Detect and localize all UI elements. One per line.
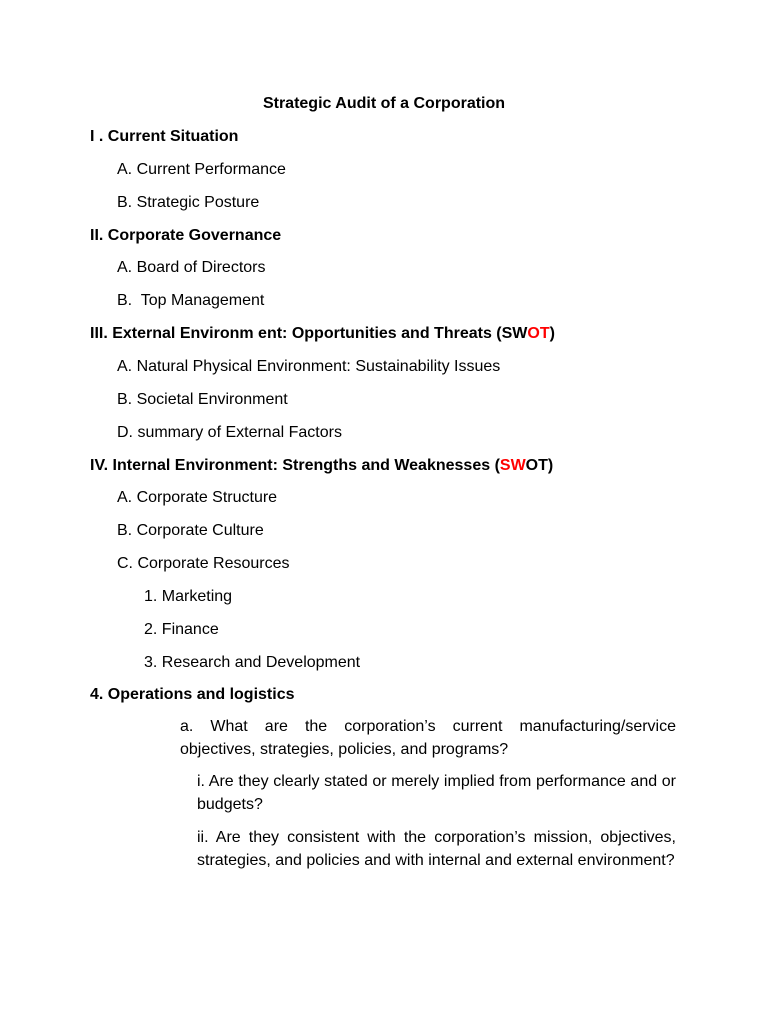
paragraph-question-a: a. What are the corporation’s current manufacturing/service objectives, strategies, policies, and programs? bbox=[180, 718, 676, 758]
section-heading-corporate-governance: II. Corporate Governance bbox=[90, 227, 282, 244]
item-natural-physical-environment: A. Natural Physical Environment: Sustainability Issues bbox=[117, 358, 501, 375]
section-heading-external-environment bbox=[90, 324, 555, 344]
item-corporate-resources: C. Corporate Resources bbox=[117, 555, 290, 572]
heading-text-part: III. External Environm ent: Opportunities and Threats (SW bbox=[90, 325, 528, 342]
heading-text-part: IV. Internal Environment: Strengths and Weaknesses ( bbox=[90, 457, 500, 474]
document-title: Strategic Audit of a Corporation bbox=[262, 95, 506, 112]
subitem-marketing: 1. Marketing bbox=[144, 588, 233, 605]
item-corporate-structure: A. Corporate Structure bbox=[117, 489, 278, 506]
section-heading-current-situation: I . Current Situation bbox=[90, 128, 239, 145]
section-heading-internal-environment bbox=[90, 456, 553, 476]
section-heading-operations-logistics: 4. Operations and logistics bbox=[90, 686, 295, 703]
item-summary-external-factors: D. summary of External Factors bbox=[117, 424, 342, 441]
paragraph-question-ii: ii. Are they consistent with the corporation’s mission, objectives, strategies, and policies and with internal and external environment? bbox=[197, 829, 676, 869]
paragraph-question-i: i. Are they clearly stated or merely implied from performance and or budgets? bbox=[197, 773, 676, 813]
swot-highlight: SW bbox=[499, 457, 526, 474]
item-board-of-directors: A. Board of Directors bbox=[117, 259, 266, 276]
heading-text-part: OT) bbox=[525, 457, 554, 474]
item-current-performance: A. Current Performance bbox=[117, 161, 286, 178]
item-societal-environment: B. Societal Environment bbox=[117, 391, 288, 408]
item-top-management: B. Top Management bbox=[117, 292, 265, 309]
swot-highlight: OT bbox=[527, 325, 550, 342]
item-strategic-posture: B. Strategic Posture bbox=[117, 194, 260, 211]
subitem-research-development: 3. Research and Development bbox=[144, 654, 361, 671]
heading-text-part: ) bbox=[549, 325, 555, 342]
subitem-finance: 2. Finance bbox=[144, 621, 219, 638]
item-corporate-culture: B. Corporate Culture bbox=[117, 522, 264, 539]
